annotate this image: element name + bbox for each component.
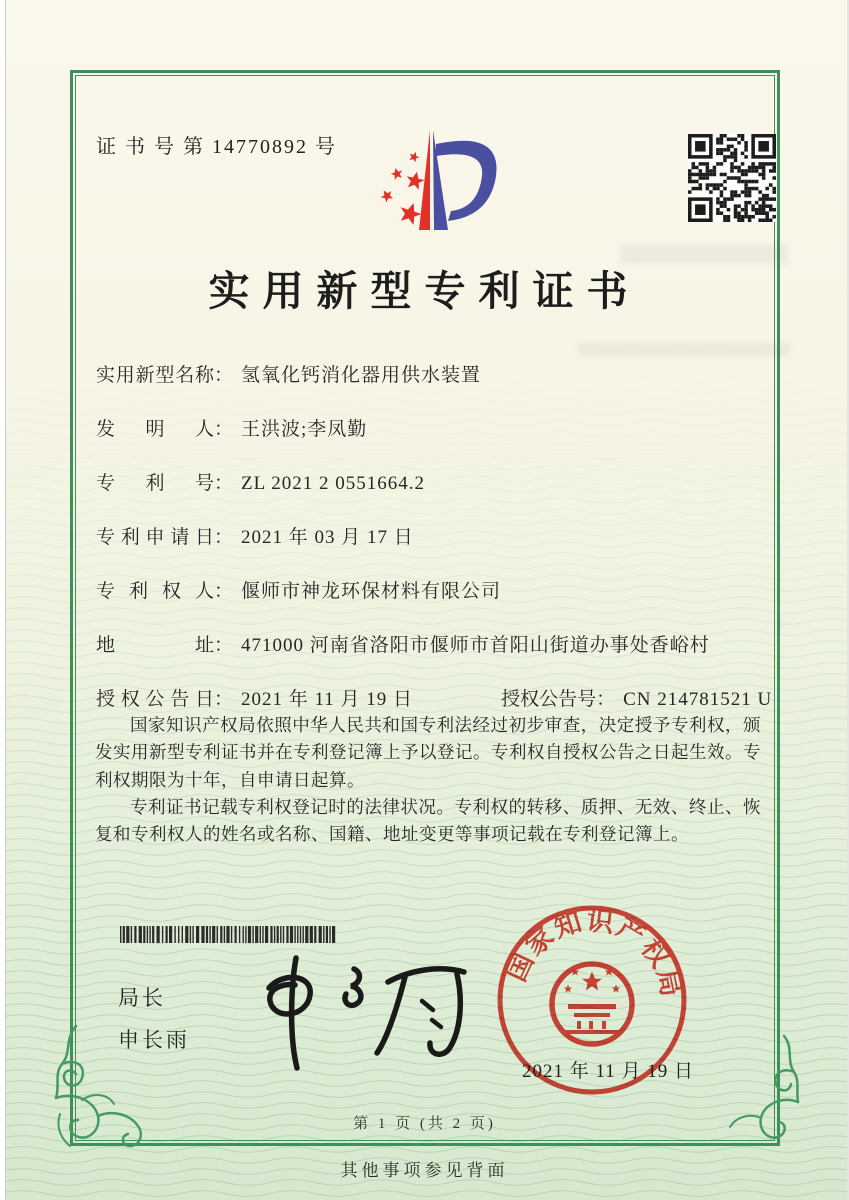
ink-bleed-artifact (578, 342, 790, 356)
national-emblem-icon (552, 964, 632, 1044)
field-label: 实用新型名称 (96, 365, 214, 386)
field-row-name (96, 360, 756, 414)
field-colon: ： (214, 527, 234, 548)
body-paragraph: 国家知识产权局依照中华人民共和国专利法经过初步审查，决定授予专利权，颁发实用新型专利证书并在专利登记簿上予以登记。专利权自授权公告之日起生效。专利权期限为十年，自申请日起算。 (95, 715, 761, 790)
certificate-title: 实用新型专利证书 (208, 268, 641, 314)
legal-text (95, 712, 761, 848)
field-value: CN 214781521 U (623, 689, 773, 710)
field-row-patent-no (96, 468, 756, 522)
field-label: 地址 (96, 635, 214, 656)
field-label: 授权公告日 (96, 689, 214, 710)
commissioner-name: 申长雨 (118, 1028, 190, 1052)
certificate-number: 证 书 号 第 14770892 号 (96, 136, 337, 158)
field-label: 专利申请日 (96, 527, 214, 548)
page-number: 第 1 页 (共 2 页) (353, 1116, 496, 1132)
field-colon: ： (214, 635, 234, 656)
field-value: 2021 年 11 月 19 日 (241, 689, 414, 710)
field-row-address (96, 630, 756, 684)
field-label: 专利号 (96, 473, 214, 494)
field-label: 发明人 (96, 419, 214, 440)
field-colon: ： (214, 689, 234, 710)
qr-code (688, 134, 776, 222)
corner-ornament-left-icon (46, 1022, 161, 1159)
field-colon: ： (596, 689, 616, 710)
corner-ornament-right-icon (724, 1034, 806, 1157)
field-value: 2021 年 03 月 17 日 (241, 527, 414, 548)
field-list (96, 360, 773, 738)
cnipa-logo-icon (352, 124, 512, 240)
field-colon: ： (214, 581, 234, 602)
commissioner-title: 局长 (118, 986, 166, 1010)
back-note: 其他事项参见背面 (340, 1161, 509, 1180)
scan-edge (0, 0, 6, 1200)
field-row-filing-date (96, 522, 756, 576)
field-label: 授权公告号 (501, 689, 597, 710)
field-label: 专利权人 (96, 581, 214, 602)
field-colon: ： (214, 473, 234, 494)
field-row-inventor (96, 414, 756, 468)
field-row-patentee (96, 576, 756, 630)
field-value: 471000 河南省洛阳市偃师市首阳山街道办事处香峪村 (241, 635, 710, 656)
seal-text: 国家知识产权局 (500, 905, 687, 1002)
field-colon: ： (214, 365, 234, 386)
seal-date: 2021 年 11 月 19 日 (522, 1061, 695, 1082)
field-colon: ： (214, 419, 234, 440)
field-value: 氢氧化钙消化器用供水装置 (241, 365, 482, 386)
field-value: 偃师市神龙环保材料有限公司 (241, 581, 502, 602)
body-paragraph: 专利证书记载专利权登记时的法律状况。专利权的转移、质押、无效、终止、恢复和专利权人的姓名或名称、国籍、地址变更等事项记载在专利登记簿上。 (95, 796, 761, 845)
field-value: 王洪波;李凤勤 (241, 419, 368, 440)
signature (238, 944, 478, 1079)
field-value: ZL 2021 2 0551664.2 (241, 473, 426, 494)
